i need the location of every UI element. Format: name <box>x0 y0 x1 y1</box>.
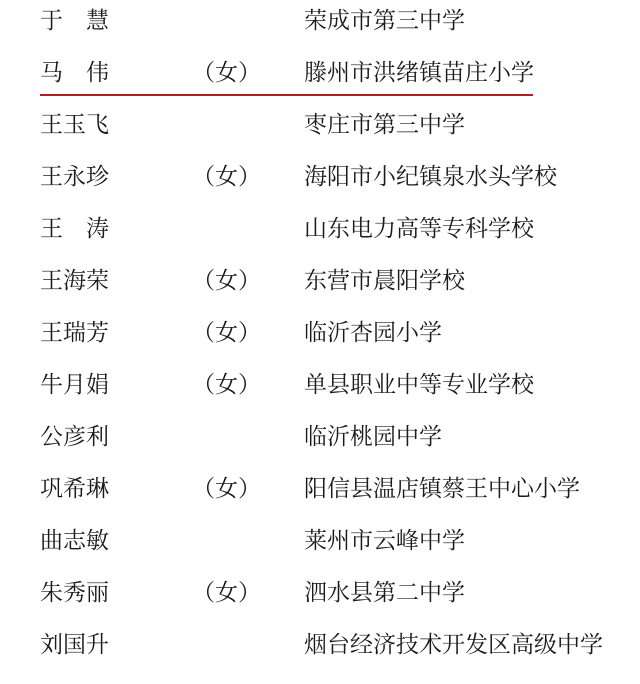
list-item <box>0 208 640 260</box>
list-item <box>0 624 640 676</box>
school-name: 烟台经济技术开发区高级中学 <box>304 632 603 658</box>
gender-note: （女） <box>192 320 261 346</box>
school-name: 东营市晨阳学校 <box>304 268 465 294</box>
school-name: 山东电力高等专科学校 <box>304 216 534 242</box>
gender-note: （女） <box>192 476 261 502</box>
person-name: 王玉飞 <box>40 112 109 138</box>
list-item <box>0 260 640 312</box>
school-name: 临沂桃园中学 <box>304 424 442 450</box>
school-name: 单县职业中等专业学校 <box>304 372 534 398</box>
gender-note: （女） <box>192 268 261 294</box>
list-item <box>0 468 640 520</box>
school-name: 莱州市云峰中学 <box>304 528 465 554</box>
person-name: 王永珍 <box>40 164 109 190</box>
gender-note: （女） <box>192 372 261 398</box>
school-name: 阳信县温店镇蔡王中心小学 <box>304 476 580 502</box>
person-name: 王海荣 <box>40 268 109 294</box>
list-item <box>0 364 640 416</box>
school-name: 海阳市小纪镇泉水头学校 <box>304 164 557 190</box>
person-name: 马 伟 <box>40 60 109 86</box>
list-item <box>0 104 640 156</box>
list-item <box>0 52 640 104</box>
list-item <box>0 520 640 572</box>
person-name: 公彦利 <box>40 424 109 450</box>
person-name: 王 涛 <box>40 216 109 242</box>
person-name: 王瑞芳 <box>40 320 109 346</box>
gender-note: （女） <box>192 60 261 86</box>
list-item <box>0 572 640 624</box>
list-item <box>0 416 640 468</box>
list-item <box>0 156 640 208</box>
gender-note: （女） <box>192 580 261 606</box>
highlight-underline <box>40 94 533 96</box>
list-item <box>0 312 640 364</box>
person-name: 曲志敏 <box>40 528 109 554</box>
school-name: 泗水县第二中学 <box>304 580 465 606</box>
school-name: 滕州市洪绪镇苗庄小学 <box>304 60 534 86</box>
list-item <box>0 0 640 52</box>
school-name: 临沂杏园小学 <box>304 320 442 346</box>
school-name: 枣庄市第三中学 <box>304 112 465 138</box>
gender-note: （女） <box>192 164 261 190</box>
person-name: 巩希琳 <box>40 476 109 502</box>
school-name: 荣成市第三中学 <box>304 8 465 34</box>
person-name: 刘国升 <box>40 632 109 658</box>
person-name: 于 慧 <box>40 8 109 34</box>
person-name: 朱秀丽 <box>40 580 109 606</box>
person-name: 牛月娟 <box>40 372 109 398</box>
